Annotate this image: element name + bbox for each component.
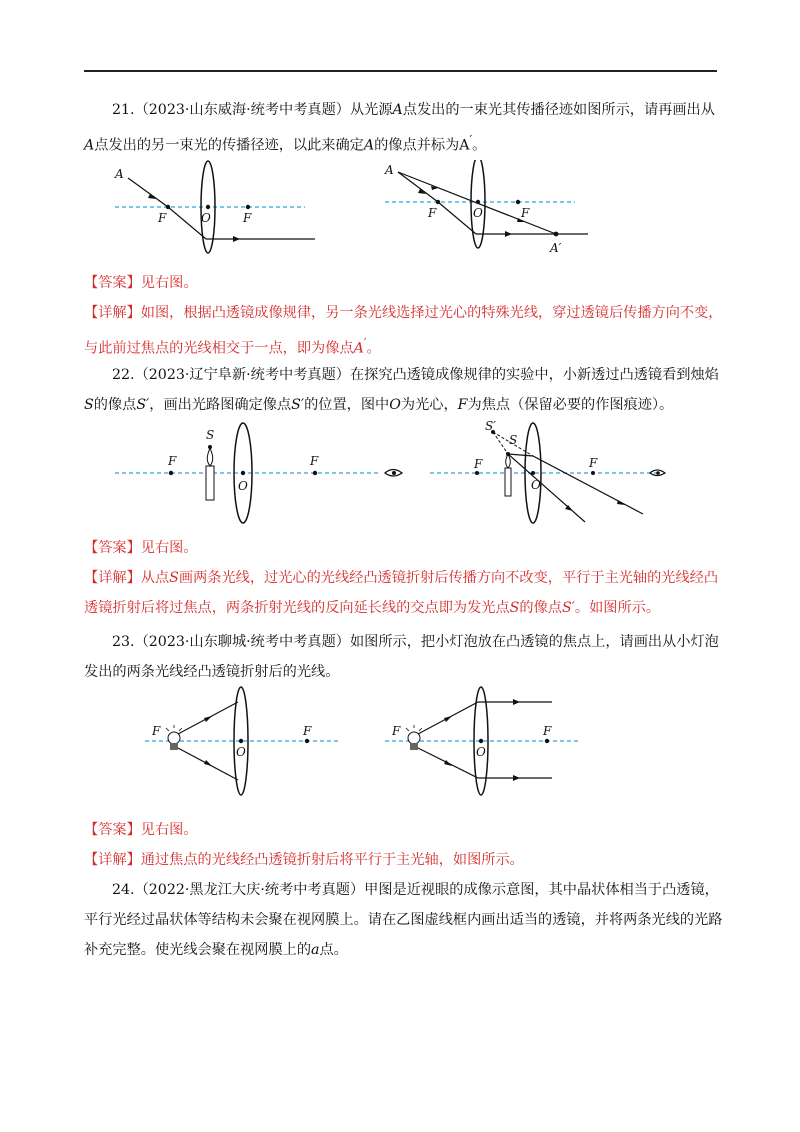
q22-figure-question [110, 420, 410, 530]
q23-detail: 【详解】通过焦点的光线经凸透镜折射后将平行于主光轴，如图所示。 [84, 852, 524, 868]
label-F: F [152, 724, 161, 738]
candle [206, 466, 214, 500]
lightbulb-icon [166, 725, 182, 750]
label-F: F [428, 206, 437, 220]
label-S-prime: S′ [485, 419, 496, 433]
candle [505, 468, 511, 496]
label-F: F [303, 724, 312, 738]
q22-detail: 【详解】从点S画两条光线，过光心的光线经凸透镜折射后传播方向不改变，平行于主光轴的光线经凸透镜折射后将过焦点，两条折射光线的反向延长线的交点即为发光点S的像点S′。如图所示。 [84, 570, 719, 616]
q22-figure-answer [425, 418, 685, 533]
label-O: O [236, 745, 246, 759]
label-F: F [474, 457, 483, 471]
ray-through-center [508, 454, 585, 522]
refracted-ray [508, 454, 643, 514]
light-ray [398, 172, 588, 234]
q23-figure-answer [380, 682, 620, 802]
label-F: F [168, 454, 177, 468]
label-F: F [158, 211, 167, 225]
extension-line [493, 432, 508, 454]
q21-text: 21.（2023·山东威海·统考中考真题）从光源A点发出的一束光其传播径迹如图所示，请再画出从 A点发出的另一束光的传播径迹，以此来确定A的像点并标为A′。 [84, 102, 715, 154]
candle-flame [207, 448, 212, 466]
q23-figure-question [140, 682, 360, 802]
label-F: F [521, 206, 530, 220]
lightbulb-icon [406, 725, 422, 750]
label-A: A [385, 163, 394, 177]
q21-figure-question [110, 160, 330, 260]
label-O: O [476, 745, 486, 759]
q22-text: 22.（2023·辽宁阜新·统考中考真题）在探究凸透镜成像规律的实验中，小新透过凸透镜看到烛焰 S的像点S′，画出光路图确定像点S′的位置，图中O为光心，F为焦点（保留必要的作图痕迹）。 [84, 367, 719, 413]
label-F: F [392, 724, 401, 738]
label-A: A [115, 167, 124, 181]
q22-answer: 【答案】见右图。 [84, 540, 198, 556]
header-rule [84, 70, 717, 72]
q21-answer: 【答案】见右图。 [84, 275, 198, 291]
arrow-head [233, 236, 240, 242]
q24-text: 24.（2022·黑龙江大庆·统考中考真题）甲图是近视眼的成像示意图，其中晶状体相当于凸透镜，平行光经过晶状体等结构未会聚在视网膜上。请在乙图虚线框内画出适当的透镜，并将两条光线的光路补充完整。使光线会聚在视网膜上的a点。 [84, 882, 723, 958]
q21-figure-answer [380, 160, 600, 270]
label-F: F [543, 724, 552, 738]
q23-text: 23.（2023·山东聊城·统考中考真题）如图所示，把小灯泡放在凸透镜的焦点上，请画出从小灯泡发出的两条光线经凸透镜折射后的光线。 [84, 634, 719, 680]
label-S: S [509, 433, 518, 447]
label-O: O [238, 479, 248, 493]
q23-answer: 【答案】见右图。 [84, 822, 198, 838]
light-ray [128, 178, 315, 239]
label-O: O [531, 478, 541, 492]
label-O: O [473, 206, 483, 220]
refracted-ray [418, 702, 552, 734]
label-A-prime: A′ [550, 241, 562, 255]
q21-detail: 【详解】如图，根据凸透镜成像规律，另一条光线选择过光心的特殊光线，穿过透镜后传播方向不变，与此前过焦点的光线相交于一点，即为像点A′。 [84, 305, 723, 357]
label-F: F [243, 211, 252, 225]
label-S: S [206, 428, 215, 442]
label-F: F [589, 456, 598, 470]
label-F: F [310, 454, 319, 468]
label-O: O [201, 211, 211, 225]
